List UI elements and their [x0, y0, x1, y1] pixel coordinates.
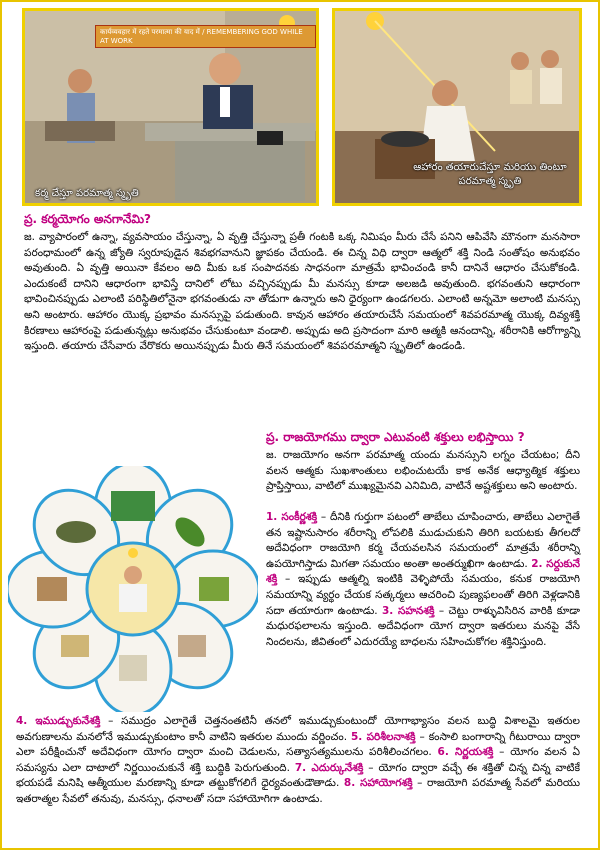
office-work-illustration	[22, 8, 319, 206]
question-rajayogam: ప్ర. రాజయోగము ద్వారా ఎటువంటి శక్తులు లభిస్తాయి ?	[266, 430, 525, 444]
power-8-text: – రాజయోగి పరమాత్మ సేవలో మరియు ఇతరాత్మల సేవలో తనువు, మనస్సు, ధనాలతో సదా సహాయోగిగా ఉంటాడు.	[16, 777, 580, 805]
power-3-text: – చెట్టు రాళ్ళువిసిరిన వారికి కూడా మధురఫలాలను ఇస్తుంది. అదేవిధంగా యోగ ద్వారా ఇతరులు మనపై వేసే నిందలను, జీవితంలో ఎదురయ్యే బాధలను సహించుకోగల శక్తినిస్తుంది.	[266, 604, 580, 648]
answer-rajayogam-intro: జ. రాజయోగం అనగా పరమాత్మ యందు మనస్సుని లగ్నం చేయటం; దీని వలన ఆత్మకు సుఖశాంతులు లభించుటయే కాక అనేక ఆధ్యాత్మిక శక్తులు ప్రాప్తిస్తాయి, వాటిలో ముఖ్యమైనవి ఎనిమిది, వాటినే అష్టశక్తులు అని అంటారు.	[266, 449, 580, 493]
power-7-text: – యోగం ద్వారా వచ్చే ఈ శక్తితో చిన్న చిన్న వాటికే భయపడే మనిషి ఆత్మీయుల మరణాన్ని కూడా తట్టుకోగలిగే ధైర్యవంతుడౌతాడు.	[16, 761, 580, 790]
left-caption: కర్మ చేస్తూ పరమాత్మ స్మృతి	[35, 188, 139, 199]
power-list-a	[266, 510, 580, 650]
power-1-text: – దీనికి గుర్తుగా పటంలో తాబేలు చూపించారు, తాబేలు ఎలాగైతే తన ఇష్టానుసారం శరీరాన్ని లోపలికి ముడుచుకుని తిరిగి బయటకు తీగలదో అదేవిధంగా రాజయోగి కర్మ చేయవలసిన సమయంలో మాత్రమే శరీరాన్ని ఉపయోగిస్తాడు మిగతా సమయం అంతా అంతర్ముఖిగా ఉంటాడు.	[266, 511, 580, 570]
power-8-name: 8. సహాయోగశక్తి	[343, 777, 413, 790]
power-6-text: – యోగం వలన ఏ సమస్యను ఎలా దాటాలో నిర్ణయించుకునే శక్తి బుద్ధికి పెరుగుతుంది.	[16, 746, 580, 774]
flower-graphic	[8, 466, 258, 712]
power-list-b	[16, 714, 580, 808]
power-5-name: 5. పరిశీలనాశక్తి	[351, 730, 416, 743]
banner-remembering-god: कार्यव्यवहार में रहते परमात्मा की याद में / REMEMBERING GOD WHILE AT WORK	[95, 25, 316, 48]
power-6-name: 6. నిర్ణయశక్తి	[437, 746, 494, 759]
cooking-illustration	[332, 8, 582, 206]
question-karmayogam: ప్ర. కర్మయోగం అనగానేమి?	[24, 212, 152, 226]
power-1-name: 1. సంకీర్ణశక్తి	[266, 511, 318, 523]
power-5-text: – కంసాలి బంగారాన్ని గీటురాయి ద్వారా ఎలా పరీక్షించునో అదేవిధంగా యోగం ద్వారా మంచి చెడులను, సత్యాసత్యములను పరిశీలించగలం.	[16, 730, 580, 759]
power-7-name: 7. ఎదుర్కునేశక్తి	[294, 761, 364, 774]
power-2-text: – ఇప్పుడు ఆత్మల్ని ఇంటికి వెళ్ళిపోయే సమయం, కనుక రాజయోగి సమయాన్ని వ్యర్థం చేయక సత్కర్మలు ఆచరించి పుణ్యఫలంతో తిరిగి వెళ్లడానికి సదా తయారుగా ఉంటాడు.	[266, 573, 580, 617]
answer-karmayogam: జ. వ్యాపారంలో ఉన్నా, వ్యవసాయం చేస్తున్నా, ఏ వృత్తి చేస్తున్నా ప్రతీ గంటకి ఒక్క నిమిషం మీరు చేసే పనిని ఆపివేసి మౌనంగా మనసారా పరంధామంలో ఉన్న జ్యోతి స్వరూపుడైన శివభగవానుని జ్ఞాపకం చేయండి. ఈ చిన్న విధి ద్వారా ఆత్మలో శక్తి నిండి సంతోషం అనుభవం అవుతుంది. ఏ వృత్తి అయినా కేవలం అది మీకు ఒక సంపాదనకు సాధనంగా మాత్రమే భావించండి కానీ దానినే ఆధారం చేసుకోకండి. ఎందుకంటే దానిని ఆధారంగా భావిస్తే దానిలో లోటు వచ్చినప్పుడు మీ మనస్సు కూడా అలజడి అవుతుంది. భగవంతుని ఆధారంగా భావించినప్పుడు ఎలాంటి పరిస్థితిలోనైనా భగవంతుడు నా తోడుగా ఉన్నారు అని ధైర్యంగా ఉండగలరు. ఎలాంటి అన్నమో అలాంటి మనస్సు అని అంటారు. ఆహారం యొక్క ప్రభావం మనస్సుపై పడుతుంది. కావున ఆహారం తయారుచేసే సమయంలో శివపరమాత్మ యొక్క దివ్యశక్తి కిరణాలు ఆహారంపై పడుతున్నట్లు అనుభవం చేసుకుంటూ వండాలి. అప్పుడు అది ప్రసాదంగా మారి ఆత్మకి ఆనందాన్ని, శరీరానికి ఆరోగ్యాన్ని ఇస్తుంది. తయారు చేసేవారు వేరొకరు అయినప్పుడు మీరు తినే సమయంలో శివపరమాత్మని స్మృతిలో ఉండండి.	[24, 231, 580, 353]
power-4-name: 4. ఇముడ్చుకునేశక్తి	[16, 715, 101, 727]
power-4-text: – సముద్రం ఎలాగైతే చెత్తనంతటినీ తనలో ఇముడ్చుకుంటుందో యోగాభ్యాసం వలన బుద్ధి విశాలమై ఇతరుల అవగుణాలను మనలోనే ఇముడ్చుకుంటాం కానీ వాటిని ఇతరుల ముందు వర్ణించం.	[16, 715, 580, 743]
power-3-name: 3. సహనశక్తి	[381, 604, 435, 617]
power-2-name: 2. సర్దుకునే శక్తి	[266, 557, 580, 586]
eight-powers-flower	[8, 466, 258, 712]
right-caption: ఆహారం తయారుచేస్తూ మరియు తింటూ పరమాత్మ స్మృతి	[413, 162, 567, 187]
